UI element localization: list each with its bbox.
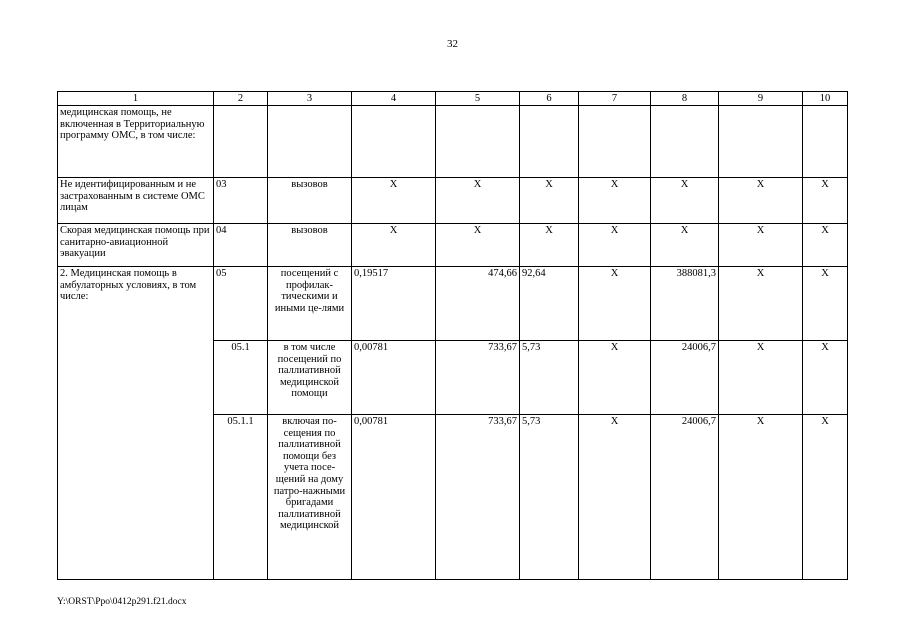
cell-col10: Х bbox=[803, 341, 848, 415]
row-unit: в том числе посещений по паллиативной медицинской помощи bbox=[268, 341, 352, 415]
cell-col4: Х bbox=[352, 178, 436, 224]
cell-col4: 0,19517 bbox=[352, 267, 436, 341]
cell-col7 bbox=[579, 106, 651, 178]
cell-col9: Х bbox=[719, 341, 803, 415]
cell-col7: Х bbox=[579, 341, 651, 415]
cell-col8: Х bbox=[651, 224, 719, 267]
cell-col10 bbox=[803, 106, 848, 178]
cell-col7: Х bbox=[579, 178, 651, 224]
cell-col5: 474,66 bbox=[436, 267, 520, 341]
row-label: 2. Медицинская помощь в амбулаторных условиях, в том числе: bbox=[58, 267, 214, 580]
cell-col4: 0,00781 bbox=[352, 341, 436, 415]
cell-col6: Х bbox=[520, 178, 579, 224]
page-number: 32 bbox=[447, 38, 458, 50]
column-number: 1 bbox=[58, 92, 214, 106]
row-code: 04 bbox=[214, 224, 268, 267]
row-code: 05 bbox=[214, 267, 268, 341]
row-label: Не идентифицированным и не застрахованным в системе ОМС лицам bbox=[58, 178, 214, 224]
cell-col7: Х bbox=[579, 224, 651, 267]
cell-col5: Х bbox=[436, 178, 520, 224]
cell-col6: 5,73 bbox=[520, 415, 579, 580]
cell-col5: Х bbox=[436, 224, 520, 267]
cell-col8 bbox=[651, 106, 719, 178]
row-unit: вызовов bbox=[268, 178, 352, 224]
table-row bbox=[58, 106, 848, 178]
column-number: 10 bbox=[803, 92, 848, 106]
cell-col9: Х bbox=[719, 267, 803, 341]
cell-col9: Х bbox=[719, 178, 803, 224]
row-unit: включая по-сещения по паллиативной помощи без учета посе-щений на дому патро-нажными бригадами паллиативной медицинской bbox=[268, 415, 352, 580]
column-number: 5 bbox=[436, 92, 520, 106]
cell-col10: Х bbox=[803, 267, 848, 341]
column-number: 4 bbox=[352, 92, 436, 106]
cell-col7: Х bbox=[579, 267, 651, 341]
cell-col6: 92,64 bbox=[520, 267, 579, 341]
cell-col4: 0,00781 bbox=[352, 415, 436, 580]
row-code: 05.1.1 bbox=[214, 415, 268, 580]
cell-col10: Х bbox=[803, 415, 848, 580]
table-row bbox=[58, 224, 848, 267]
row-unit: вызовов bbox=[268, 224, 352, 267]
cell-col7: Х bbox=[579, 415, 651, 580]
cell-col5 bbox=[436, 106, 520, 178]
cell-col6: Х bbox=[520, 224, 579, 267]
cell-col5: 733,67 bbox=[436, 415, 520, 580]
row-unit bbox=[268, 106, 352, 178]
column-number-row bbox=[58, 92, 848, 106]
cell-col9 bbox=[719, 106, 803, 178]
table-row bbox=[58, 267, 848, 341]
row-code: 03 bbox=[214, 178, 268, 224]
column-number: 9 bbox=[719, 92, 803, 106]
cell-col9: Х bbox=[719, 415, 803, 580]
cell-col6 bbox=[520, 106, 579, 178]
table-row bbox=[58, 178, 848, 224]
data-table bbox=[57, 91, 848, 580]
cell-col6: 5,73 bbox=[520, 341, 579, 415]
row-label: медицинская помощь, не включенная в Территориальную программу ОМС, в том числе: bbox=[58, 106, 214, 178]
cell-col8: Х bbox=[651, 178, 719, 224]
cell-col4 bbox=[352, 106, 436, 178]
cell-col9: Х bbox=[719, 224, 803, 267]
cell-col8: 24006,7 bbox=[651, 415, 719, 580]
column-number: 6 bbox=[520, 92, 579, 106]
row-code bbox=[214, 106, 268, 178]
row-code: 05.1 bbox=[214, 341, 268, 415]
row-label: Скорая медицинская помощь при санитарно-авиационной эвакуации bbox=[58, 224, 214, 267]
row-unit: посещений с профилак-тическими и иными це-лями bbox=[268, 267, 352, 341]
cell-col10: Х bbox=[803, 224, 848, 267]
column-number: 8 bbox=[651, 92, 719, 106]
cell-col8: 24006,7 bbox=[651, 341, 719, 415]
column-number: 2 bbox=[214, 92, 268, 106]
cell-col5: 733,67 bbox=[436, 341, 520, 415]
cell-col10: Х bbox=[803, 178, 848, 224]
cell-col8: 388081,3 bbox=[651, 267, 719, 341]
column-number: 7 bbox=[579, 92, 651, 106]
column-number: 3 bbox=[268, 92, 352, 106]
cell-col4: Х bbox=[352, 224, 436, 267]
footer-file-path: Y:\ORST\Ppo\0412p291.f21.docx bbox=[57, 597, 187, 607]
